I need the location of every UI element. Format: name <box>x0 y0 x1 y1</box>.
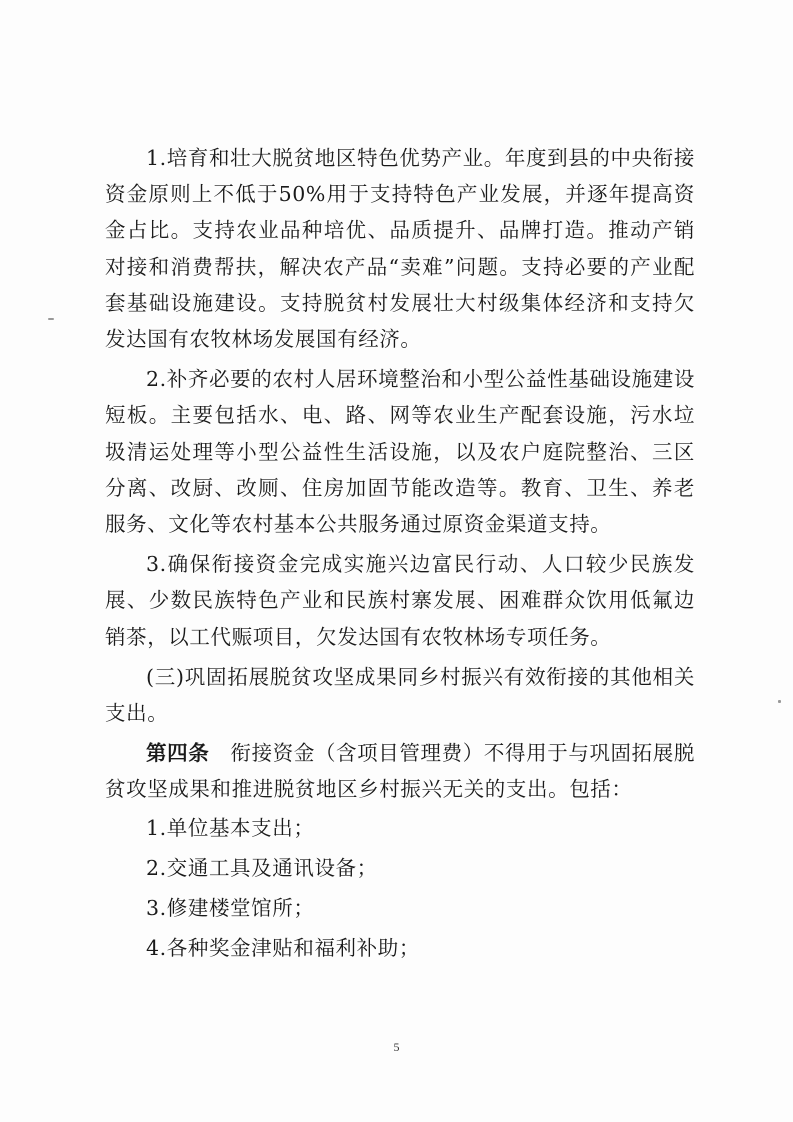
list-item: 3.修建楼堂馆所； <box>146 895 315 920</box>
list-item: 2.交通工具及通讯设备； <box>146 855 378 880</box>
article-4-heading: 第四条 <box>146 741 210 766</box>
scan-speck <box>48 318 54 320</box>
page-number: 5 <box>393 1040 400 1054</box>
list-item: 4.各种奖金津贴和福利补助； <box>146 935 420 960</box>
paragraph-section-3: (三)巩固拓展脱贫攻坚成果同乡村振兴有效衔接的其他相关支出。 <box>105 664 695 726</box>
paragraph-item-2: 2.补齐必要的农村人居环境整治和小型公益性基础设施建设短板。主要包括水、电、路、网等农业生产配套设施，污水垃圾清运处理等小型公益性生活设施，以及农户庭院整治、三区分离、改厨、改厕、住房加固节能改造等。教育、卫生、养老服务、文化等农村基本公共服务通过原资金渠道支持。 <box>105 367 695 537</box>
article-4 <box>105 735 695 807</box>
paragraph-item-3: 3.确保衔接资金完成实施兴边富民行动、人口较少民族发展、少数民族特色产业和民族村寨发展、困难群众饮用低氟边销茶，以工代赈项目，欠发达国有农牧林场专项任务。 <box>105 552 695 649</box>
article-4-body: 衔接资金（含项目管理费）不得用于与巩固拓展脱贫攻坚成果和推进脱贫地区乡村振兴无关的支出。包括： <box>105 741 695 802</box>
paragraph-item-1: 1.培育和壮大脱贫地区特色优势产业。年度到县的中央衔接资金原则上不低于50%用于支持特色产业发展，并逐年提高资金占比。支持农业品种培优、品质提升、品牌打造。推动产销对接和消费帮扶，解决农产品“卖难”问题。支持必要的产业配套基础设施建设。支持脱贫村发展壮大村级集体经济和支持欠发达国有农牧林场发展国有经济。 <box>105 146 695 352</box>
list-item: 1.单位基本支出； <box>146 815 315 840</box>
document-body <box>105 140 695 968</box>
scan-speck <box>778 700 781 703</box>
